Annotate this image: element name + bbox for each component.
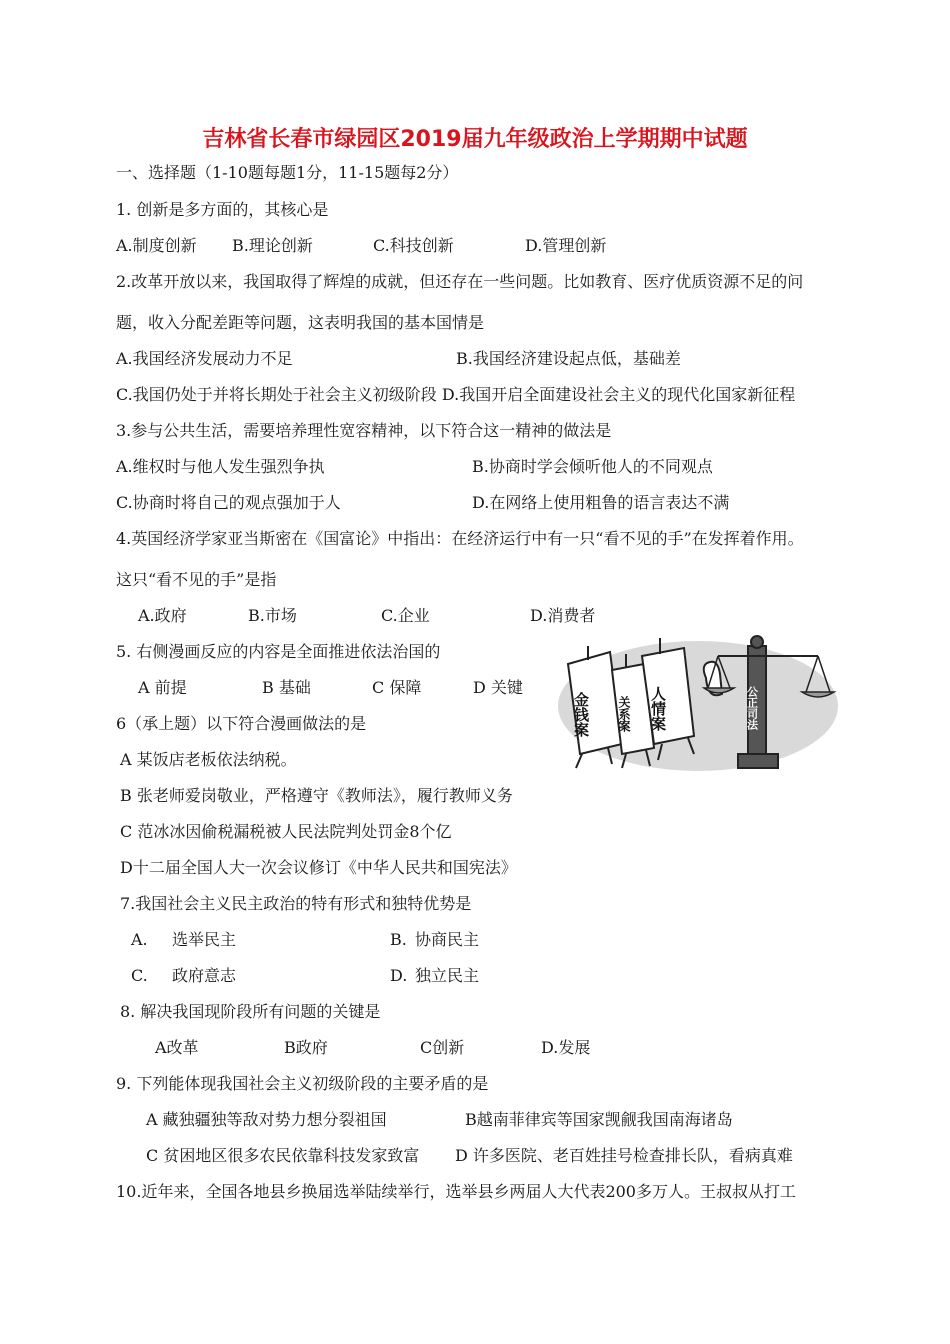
question-1-option-a: A.制度创新: [116, 236, 197, 255]
svg-text:关系案: 关系案: [617, 696, 631, 732]
question-5-option-d: D 关键: [473, 678, 523, 697]
question-6-option-c: C 范冰冰因偷税漏税被人民法院判处罚金8个亿: [120, 822, 452, 841]
question-4-stem-line2: 这只“看不见的手”是指: [116, 570, 277, 589]
question-5-stem: 5. 右侧漫画反应的内容是全面推进依法治国的: [116, 642, 441, 661]
question-7-stem: 7.我国社会主义民主政治的特有形式和独特优势是: [120, 894, 472, 913]
question-2-option-a: A.我国经济发展动力不足: [116, 349, 293, 368]
svg-text:金钱案: 金钱案: [572, 692, 590, 737]
question-6-option-a: A 某饭店老板依法纳税。: [120, 750, 297, 769]
section-heading: 一、选择题（1-10题每题1分，11-15题每2分）: [116, 163, 459, 182]
question-1-stem: 1. 创新是多方面的，其核心是: [116, 200, 329, 219]
question-2-option-b: B.我国经济建设起点低，基础差: [456, 349, 681, 368]
question-7-option-c: 政府意志: [172, 966, 237, 985]
question-4-stem-line1: 4.英国经济学家亚当斯密在《国富论》中指出：在经济运行中有一只“看不见的手”在发挥着作用。: [116, 529, 804, 548]
question-2-options-cd: C.我国仍处于并将长期处于社会主义初级阶段 D.我国开启全面建设社会主义的现代化国家新征程: [116, 385, 796, 404]
question-10-stem: 10.近年来，全国各地县乡换届选举陆续举行，选举县乡两届人大代表200多万人。王叔叔从打工: [116, 1182, 796, 1201]
page-title: 吉林省长春市绿园区2019届九年级政治上学期期中试题: [202, 127, 748, 152]
question-5-option-a: A 前提: [138, 678, 187, 697]
question-6-option-b: B 张老师爱岗敬业，严格遵守《教师法》，履行教师义务: [120, 786, 513, 805]
svg-text:公正司法: 公正司法: [745, 686, 759, 730]
question-3-option-d: D.在网络上使用粗鲁的语言表达不满: [472, 493, 730, 512]
justice-cartoon-illustration: [538, 626, 840, 776]
question-1-option-b: B.理论创新: [232, 236, 313, 255]
question-3-option-b: B.协商时学会倾听他人的不同观点: [472, 457, 713, 476]
question-7-option-a: 选举民主: [172, 930, 237, 949]
question-3-option-a: A.维权时与他人发生强烈争执: [116, 457, 325, 476]
question-2-stem-line1: 2.改革开放以来，我国取得了辉煌的成就，但还存在一些问题。比如教育、医疗优质资源不足的问: [116, 272, 804, 291]
question-9-option-c: C 贫困地区很多农民依靠科技发家致富: [146, 1146, 420, 1165]
question-5-option-c: C 保障: [372, 678, 422, 697]
question-8-option-d: D.发展: [541, 1038, 591, 1057]
question-7-option-c-letter: C.: [131, 966, 148, 985]
question-3-stem: 3.参与公共生活，需要培养理性宽容精神，以下符合这一精神的做法是: [116, 421, 612, 440]
svg-text:人情案: 人情案: [649, 686, 667, 731]
question-7-option-d: 独立民主: [415, 966, 480, 985]
question-4-option-d: D.消费者: [530, 606, 596, 625]
question-8-stem: 8. 解决我国现阶段所有问题的关键是: [120, 1002, 381, 1021]
question-3-option-c: C.协商时将自己的观点强加于人: [116, 493, 341, 512]
question-8-option-b: B政府: [284, 1038, 328, 1057]
question-1-option-c: C.科技创新: [373, 236, 454, 255]
question-1-option-d: D.管理创新: [525, 236, 607, 255]
question-6-stem: 6（承上题）以下符合漫画做法的是: [116, 714, 367, 733]
question-9-stem: 9. 下列能体现我国社会主义初级阶段的主要矛盾的是: [116, 1074, 489, 1093]
question-9-option-a: A 藏独疆独等敌对势力想分裂祖国: [146, 1110, 387, 1129]
question-2-stem-line2: 题，收入分配差距等问题，这表明我国的基本国情是: [116, 313, 485, 332]
question-8-option-a: A改革: [155, 1038, 199, 1057]
question-5-option-b: B 基础: [262, 678, 311, 697]
question-9-option-b: B越南菲律宾等国家觊觎我国南海诸岛: [465, 1110, 733, 1129]
question-4-option-b: B.市场: [248, 606, 297, 625]
question-7-option-d-letter: D.: [390, 966, 408, 985]
question-9-option-d: D 许多医院、老百姓挂号检查排长队，看病真难: [455, 1146, 793, 1165]
question-7-option-b-letter: B.: [390, 930, 407, 949]
question-8-option-c: C创新: [420, 1038, 465, 1057]
question-7-option-b: 协商民主: [415, 930, 480, 949]
question-4-option-c: C.企业: [381, 606, 430, 625]
question-6-option-d: D十二届全国人大一次会议修订《中华人民共和国宪法》: [120, 858, 517, 877]
question-7-option-a-letter: A.: [131, 930, 148, 949]
question-4-option-a: A.政府: [138, 606, 187, 625]
